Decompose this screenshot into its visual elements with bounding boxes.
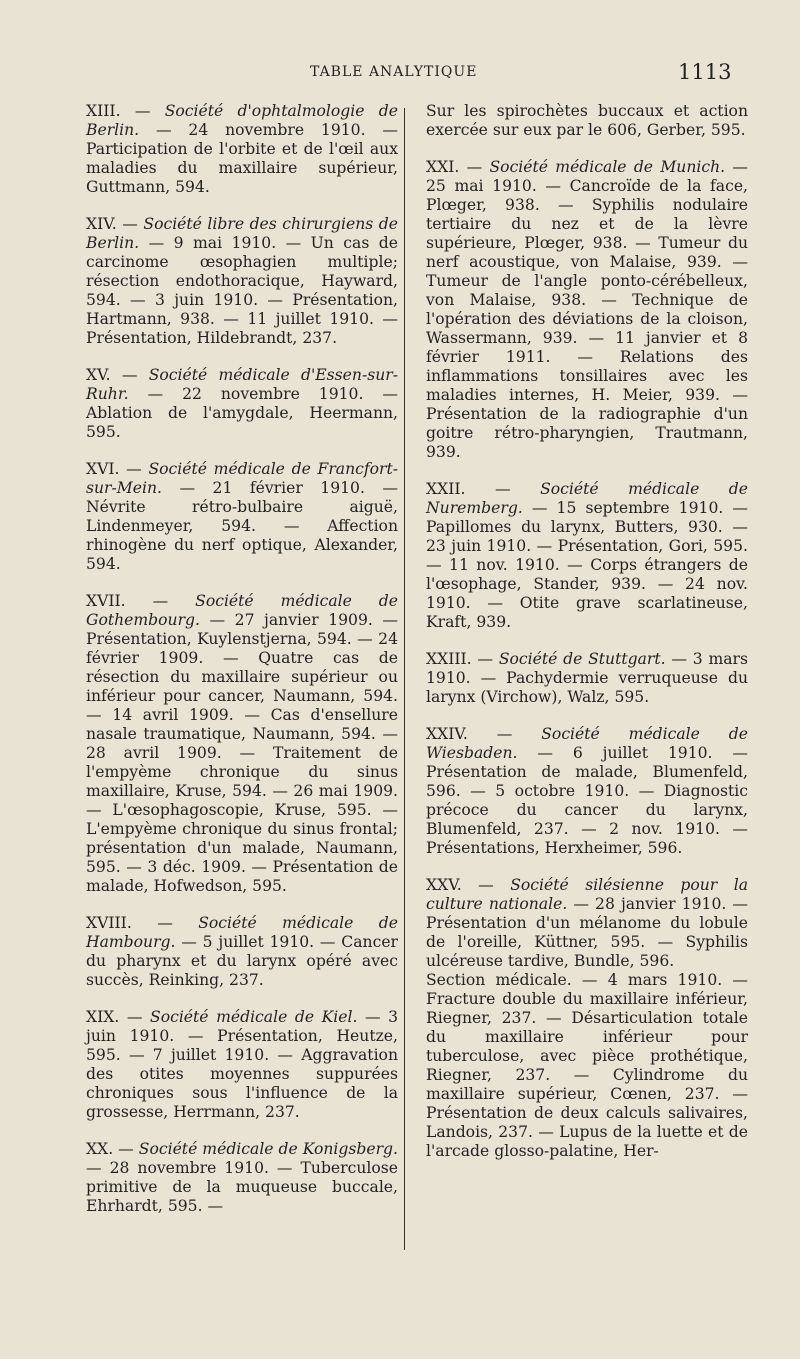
entry-section-medicale: Section médicale. — 4 mars 1910. — Fracture double du maxillaire inférieur, Riegner, 237. — Désarticulation totale du maxillaire inférieur pour tuberculose, avec pièce prothétique, Riegner, 237. — Cylindrome du maxillaire supérieur, Cœnen, 237. — Présentation de deux calculs salivaires, Landois, 237. — Lupus de la luette et de l'arcade glosso-palatine, Her- — [426, 971, 748, 1160]
entry-xv: XV. — Société médicale d'Essen-sur-Ruhr. — 22 novembre 1910. — Ablation de l'amygdale, Heermann, 595. — [86, 366, 398, 441]
entry-xxiv: XXIV. — Société médicale de Wiesbaden. — 6 juillet 1910. — Présentation de malade, Blumenfeld, 596. — 5 octobre 1910. — Diagnostic précoce du cancer du larynx, Blumenfeld, 237. — 2 nov. 1910. — Présentations, Herxheimer, 596. — [426, 725, 748, 857]
entry-xviii: XVIII. — Société médicale de Hambourg. — 5 juillet 1910. — Cancer du pharynx et du larynx opéré avec succès, Reinking, 237. — [86, 914, 398, 989]
running-header: TABLE ANALYTIQUE — [310, 64, 478, 80]
entry-xxi: XXI. — Société médicale de Munich. — 25 mai 1910. — Cancroïde de la face, Plœger, 938. — Syphilis nodulaire tertiaire du nez et de la lèvre supérieure, Plœger, 938. — Tumeur du nerf acoustique, von Malaise, 939. — Tumeur de l'angle ponto-cérébelleux, von Malaise, 938. — Technique de l'opération des déviations de la cloison, Wassermann, 939. — 11 janvier et 8 février 1911. — Relations des inflammations tonsillaires avec les maladies internes, H. Meier, 939. — Présentation de la radiographie d'un goitre rétro-pharyngien, Trautmann, 939. — [426, 158, 748, 461]
entry-xvii: XVII. — Société médicale de Gothembourg. — 27 janvier 1909. — Présentation, Kuylenstjerna, 594. — 24 février 1909. — Quatre cas de résection du maxillaire supérieur ou inférieur pour cancer, Naumann, 594. — 14 avril 1909. — Cas d'ensellure nasale traumatique, Naumann, 594. — 28 avril 1909. — Traitement de l'empyème chronique du sinus maxillaire, Kruse, 594. — 26 mai 1909. — L'œsophagoscopie, Kruse, 595. — L'empyème chronique du sinus frontal; présentation d'un malade, Naumann, 595. — 3 déc. 1909. — Présentation de malade, Hofwedson, 595. — [86, 592, 398, 895]
entry-xiii: XIII. — Société d'ophtalmologie de Berlin. — 24 novembre 1910. — Participation de l'orbite et de l'œil aux maladies du maxillaire supérieur, Guttmann, 594. — [86, 102, 398, 196]
entry-xiv: XIV. — Société libre des chirurgiens de Berlin. — 9 mai 1910. — Un cas de carcinome œsophagien multiple; résection endothoracique, Hayward, 594. — 3 juin 1910. — Présentation, Hartmann, 938. — 11 juillet 1910. — Présentation, Hildebrandt, 237. — [86, 215, 398, 347]
page-number: 1113 — [678, 60, 732, 84]
entry-xxiii: XXIII. — Société de Stuttgart. — 3 mars 1910. — Pachydermie verruqueuse du larynx (Virchow), Walz, 595. — [426, 650, 748, 706]
entry-xxv: XXV. — Société silésienne pour la culture nationale. — 28 janvier 1910. — Présentation d'un mélanome du lobule de l'oreille, Küttner, 595. — Syphilis ulcéreuse tardive, Bundle, 596. — [426, 876, 748, 970]
entry-xx-continued: Sur les spirochètes buccaux et action exercée sur eux par le 606, Gerber, 595. — [426, 102, 748, 139]
entry-xx: XX. — Société médicale de Konigsberg. — 28 novembre 1910. — Tuberculose primitive de la muqueuse buccale, Ehrhardt, 595. — — [86, 1140, 398, 1215]
right-column — [426, 102, 748, 1161]
entry-xxii: XXII. — Société médicale de Nuremberg. — 15 septembre 1910. — Papillomes du larynx, Butters, 930. — 23 juin 1910. — Présentation, Gori, 595. — 11 nov. 1910. — Corps étrangers de l'œsophage, Stander, 939. — 24 nov. 1910. — Otite grave scarlatineuse, Kraft, 939. — [426, 480, 748, 631]
column-divider — [404, 108, 405, 1250]
left-column — [86, 102, 398, 1216]
entry-xvi: XVI. — Société médicale de Francfort-sur-Mein. — 21 février 1910. — Névrite rétro-bulbaire aiguë, Lindenmeyer, 594. — Affection rhinogène du nerf optique, Alexander, 594. — [86, 460, 398, 573]
entry-xix: XIX. — Société médicale de Kiel. — 3 juin 1910. — Présentation, Heutze, 595. — 7 juillet 1910. — Aggravation des otites moyennes suppurées chroniques sous l'influence de la grossesse, Herrmann, 237. — [86, 1008, 399, 1121]
